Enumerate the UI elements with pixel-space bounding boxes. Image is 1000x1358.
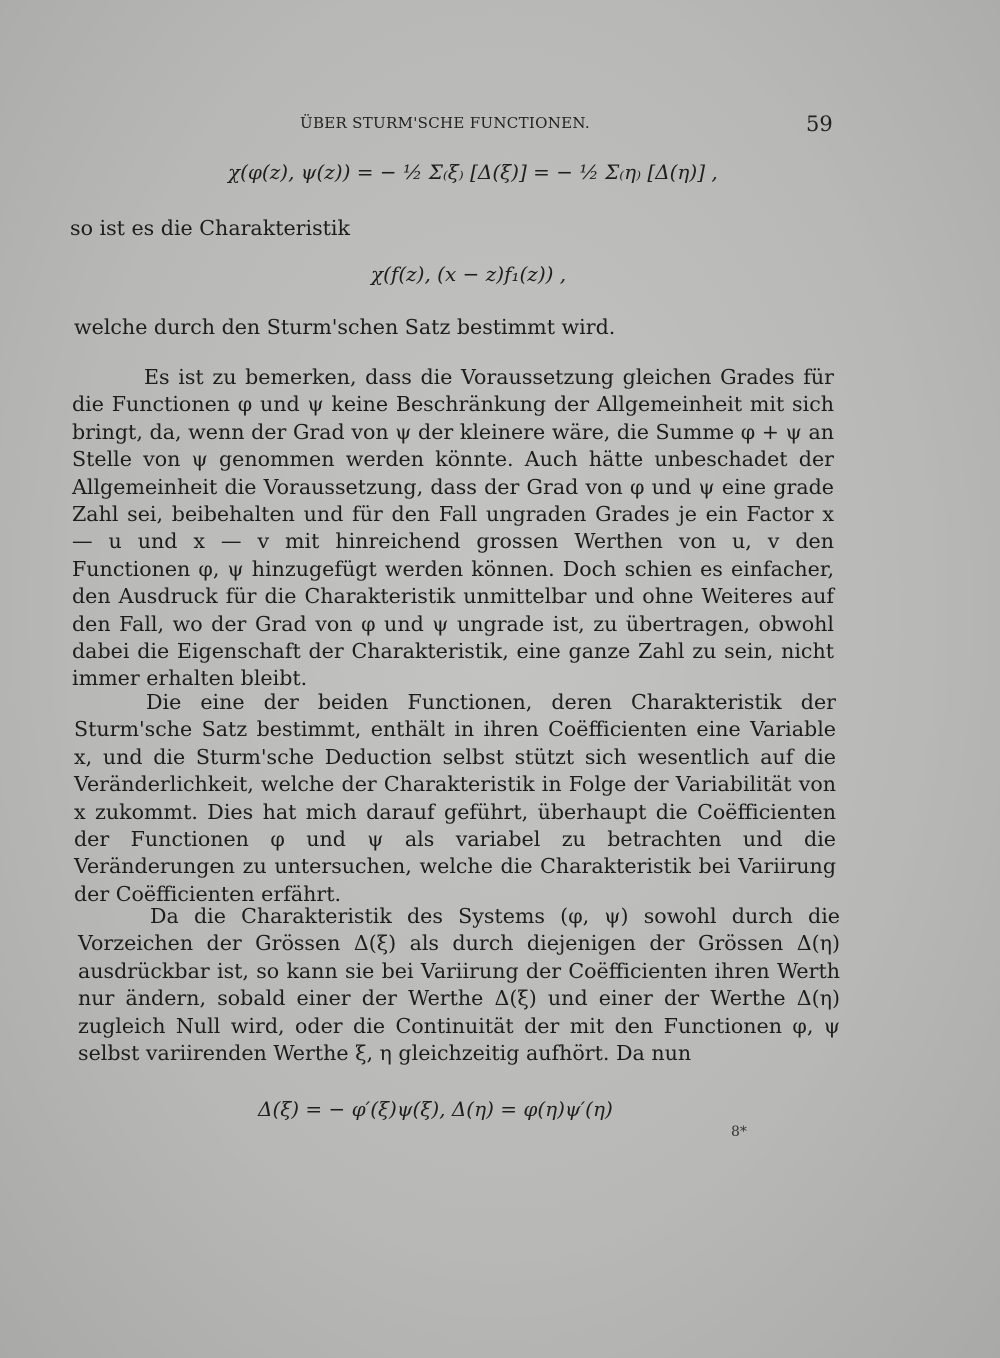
- paragraph-1: Es ist zu bemerken, dass die Voraussetzung gleichen Grades für die Functionen φ und ψ keine Beschränkung der Allgemeinheit mit sich bringt, da, wenn der Grad von ψ der kleinere wäre, die Summe φ + ψ an Stelle von ψ genommen werden könnte. Auch hätte unbeschadet der Allgemeinheit die Voraussetzung, dass der Grad von φ und ψ eine grade Zahl sei, beibehalten und für den Fall ungraden Grades je ein Factor x — u und x — v mit hinreichend grossen Werthen von u, v den Functionen φ, ψ hinzugefügt werden können. Doch schien es einfacher, den Ausdruck für die Charakteristik unmittelbar und ohne Weiteres auf den Fall, wo der Grad von φ und ψ ungrade ist, zu übertragen, obwohl dabei die Eigenschaft der Charakteristik, eine ganze Zahl zu sein, nicht immer erhalten bleibt.: [72, 365, 834, 691]
- paragraph-2: Die eine der beiden Functionen, deren Charakteristik der Sturm'sche Satz bestimmt, enthält in ihren Coëfficienten eine Variable x, und die Sturm'sche Deduction selbst stützt sich wesentlich auf die Veränderlichkeit, welche der Charakteristik in Folge der Variabilität von x zukommt. Dies hat mich darauf geführt, überhaupt die Coëfficienten der Functionen φ und ψ als variabel zu betrachten und die Veränderungen zu untersuchen, welche die Charakteristik bei Variirung der Coëfficienten erfährt.: [74, 690, 836, 906]
- paragraph-3: Da die Charakteristik des Systems (φ, ψ) sowohl durch die Vorzeichen der Grössen Δ(ξ) als durch diejenigen der Grössen Δ(η) ausdrückbar ist, so kann sie bei Variirung der Coëfficienten ihren Werth nur ändern, sobald einer der Werthe Δ(ξ) und einer der Werthe Δ(η) zugleich Null wird, oder die Continuität der mit den Functionen φ, ψ selbst variirenden Werthe ξ, η gleichzeitig aufhört. Da nun: [78, 904, 840, 1066]
- statement-line: welche durch den Sturm'schen Satz bestimmt wird.: [74, 315, 616, 339]
- formula-chi-sum: χ(φ(z), ψ(z)) = − ½ Σ₍ξ₎ [Δ(ξ)] = − ½ Σ₍η₎ [Δ(η)] ,: [228, 160, 718, 184]
- formula-delta-defs: Δ(ξ) = − φ′(ξ)ψ(ξ), Δ(η) = φ(η)ψ′(η): [258, 1097, 613, 1121]
- running-title: ÜBER STURM'SCHE FUNCTIONEN.: [300, 114, 590, 132]
- formula-chi-f: χ(f(z), (x − z)f₁(z)) ,: [371, 262, 567, 286]
- page-number: 59: [806, 112, 833, 136]
- intro-line: so ist es die Charakteristik: [70, 216, 350, 240]
- signature-mark: 8*: [731, 1124, 747, 1140]
